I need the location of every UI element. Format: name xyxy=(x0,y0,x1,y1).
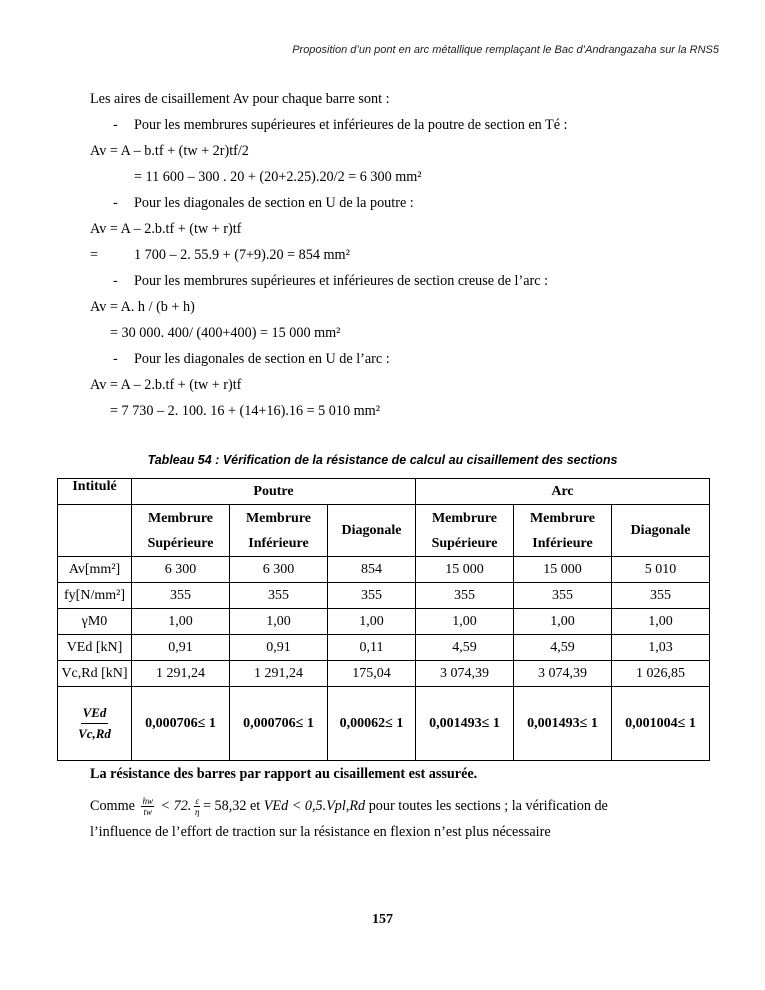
bullet: - xyxy=(113,195,118,211)
table-cell: 355 xyxy=(328,583,416,609)
table-cell: 4,59 xyxy=(514,635,612,661)
table-cell: 6 300 xyxy=(132,557,230,583)
ratio-cell: 0,001004≤ 1 xyxy=(612,687,710,761)
column-header: Membrure Supérieure xyxy=(416,505,514,557)
intro-text: Les aires de cisaillement Av pour chaque barre sont : xyxy=(90,91,390,107)
row-label: Vc,Rd [kN] xyxy=(58,661,132,687)
row-label: Av[mm²] xyxy=(58,557,132,583)
formula: Av = A. h / (b + h) xyxy=(90,299,195,315)
table-cell: 6 300 xyxy=(230,557,328,583)
table-cell: 1 291,24 xyxy=(230,661,328,687)
table-row xyxy=(58,609,710,635)
table-cell: 4,59 xyxy=(416,635,514,661)
page-number: 157 xyxy=(372,912,393,927)
formula-result: = 7 730 – 2. 100. 16 + (14+16).16 = 5 010 mm² xyxy=(110,403,380,419)
table-cell: 1 026,85 xyxy=(612,661,710,687)
table-cell: 15 000 xyxy=(416,557,514,583)
table-cell: 854 xyxy=(328,557,416,583)
ratio-cell: 0,001493≤ 1 xyxy=(416,687,514,761)
table-cell: 1,00 xyxy=(230,609,328,635)
running-header: Proposition d’un pont en arc métallique remplaçant le Bac d’Andrangazaha sur la RNS5 xyxy=(292,44,719,56)
column-header: Diagonale xyxy=(612,505,710,557)
table-cell: 15 000 xyxy=(514,557,612,583)
table-cell: 1,00 xyxy=(328,609,416,635)
table-cell: 1,03 xyxy=(612,635,710,661)
bullet: - xyxy=(113,117,118,133)
table-cell: 355 xyxy=(132,583,230,609)
ratio-cell: 0,001493≤ 1 xyxy=(514,687,612,761)
table-cell: 355 xyxy=(230,583,328,609)
corner-header: Intitulé xyxy=(58,479,132,505)
table-row xyxy=(58,557,710,583)
bullet: - xyxy=(113,273,118,289)
block-title: Pour les membrures supérieures et inférieures de la poutre de section en Té : xyxy=(134,117,568,133)
table-cell: 355 xyxy=(416,583,514,609)
equal-sign: = xyxy=(90,247,99,263)
column-header: Membrure Inférieure xyxy=(514,505,612,557)
table-cell: 0,91 xyxy=(230,635,328,661)
group-header-poutre: Poutre xyxy=(132,479,416,505)
ratio-label: $\frac{\text{VEd}}{Vc,Rd}$ xyxy=(58,687,132,761)
ratio-cell: 0,000706≤ 1 xyxy=(132,687,230,761)
ratio-cell: 0,000706≤ 1 xyxy=(230,687,328,761)
table-caption: Tableau 54 : Vérification de la résistance de calcul au cisaillement des sections xyxy=(147,453,618,467)
ratio-cell: 0,00062≤ 1 xyxy=(328,687,416,761)
bullet: - xyxy=(113,351,118,367)
table-cell: 1,00 xyxy=(514,609,612,635)
formula-result: 1 700 – 2. 55.9 + (7+9).20 = 854 mm² xyxy=(134,247,350,263)
table-cell: 3 074,39 xyxy=(514,661,612,687)
table-cell: 1 291,24 xyxy=(132,661,230,687)
table-cell: 355 xyxy=(612,583,710,609)
table-cell: 0,91 xyxy=(132,635,230,661)
column-header: Membrure Supérieure xyxy=(132,505,230,557)
row-label: γM0 xyxy=(58,609,132,635)
group-header-arc: Arc xyxy=(416,479,710,505)
conclusion: La résistance des barres par rapport au cisaillement est assurée. xyxy=(90,766,478,782)
column-header: Diagonale xyxy=(328,505,416,557)
shear-check-table xyxy=(57,478,710,761)
formula: Av = A – 2.b.tf + (tw + r)tf xyxy=(90,221,242,237)
condition-line-2: l’influence de l’effort de traction sur la résistance en flexion n’est plus nécessaire xyxy=(90,824,551,840)
table-cell: 1,00 xyxy=(416,609,514,635)
formula-result: = 11 600 – 300 . 20 + (20+2.25).20/2 = 6 300 mm² xyxy=(134,169,422,185)
table-cell: 5 010 xyxy=(612,557,710,583)
formula: Av = A – b.tf + (tw + 2r)tf/2 xyxy=(90,143,249,159)
table-cell: 1,00 xyxy=(612,609,710,635)
table-cell: 0,11 xyxy=(328,635,416,661)
block-title: Pour les diagonales de section en U de l’arc : xyxy=(134,351,390,367)
table-cell: 1,00 xyxy=(132,609,230,635)
condition-line: Comme $\frac{hw}{tw}$ < 72. $\frac{\varepsilon}{\eta}$ = 58,32 et VEd < 0,5.Vpl,Rd pour toutes les sections ; la vérification de xyxy=(90,796,608,817)
table-row xyxy=(58,687,710,761)
row-label: fy[N/mm²] xyxy=(58,583,132,609)
table-cell: 355 xyxy=(514,583,612,609)
table-row xyxy=(58,505,710,557)
block-title: Pour les membrures supérieures et inférieures de section creuse de l’arc : xyxy=(134,273,549,289)
table-cell: 3 074,39 xyxy=(416,661,514,687)
table-row xyxy=(58,635,710,661)
empty-cell xyxy=(58,505,132,557)
row-label: VEd [kN] xyxy=(58,635,132,661)
table-cell: 175,04 xyxy=(328,661,416,687)
block-title: Pour les diagonales de section en U de la poutre : xyxy=(134,195,414,211)
table-row xyxy=(58,479,710,505)
formula: Av = A – 2.b.tf + (tw + r)tf xyxy=(90,377,242,393)
table-row xyxy=(58,661,710,687)
column-header: Membrure Inférieure xyxy=(230,505,328,557)
formula-result: = 30 000. 400/ (400+400) = 15 000 mm² xyxy=(110,325,341,341)
table-row xyxy=(58,583,710,609)
